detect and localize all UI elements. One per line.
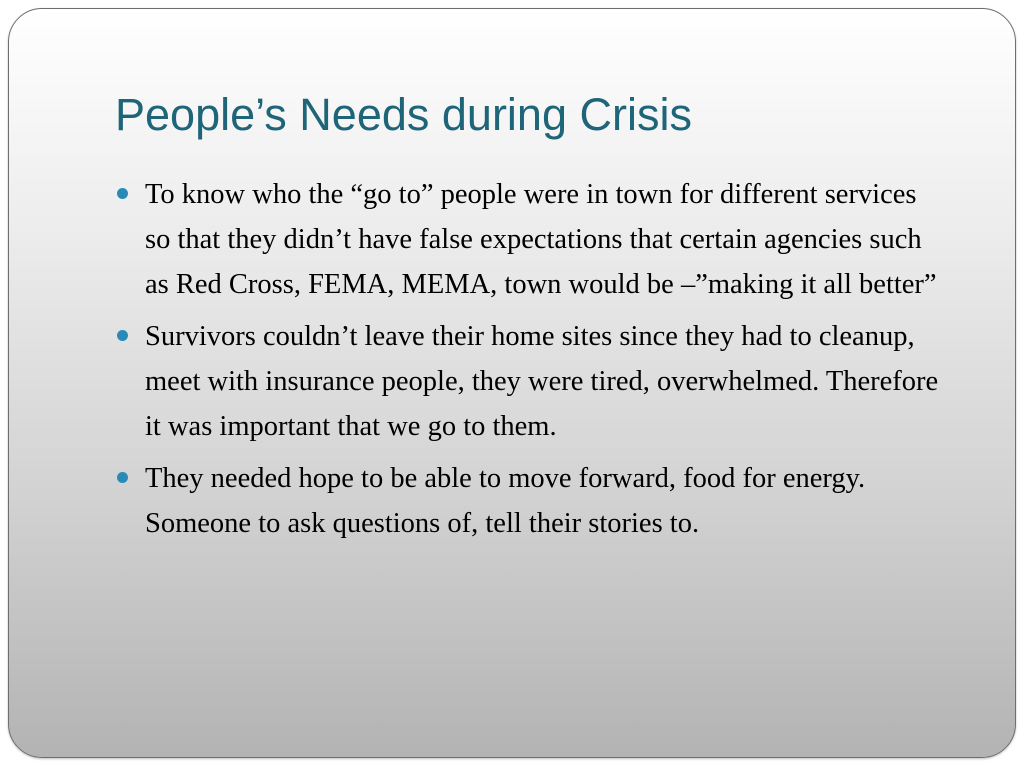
bullet-text: To know who the “go to” people were in town for different services so that they didn’t have false expectations that certain agencies such as Red Cross, FEMA, MEMA, town would be –”making it all better” — [145, 179, 937, 300]
slide-title: People’s Needs during Crisis — [115, 89, 692, 140]
bullet-dot-icon — [117, 188, 128, 199]
bullet-item — [115, 456, 945, 546]
bullet-item — [115, 172, 945, 307]
bullet-dot-icon — [117, 472, 128, 483]
bullet-dot-icon — [117, 330, 128, 341]
bullet-list — [115, 172, 945, 553]
slide — [8, 8, 1016, 758]
bullet-text: Survivors couldn’t leave their home sites since they had to cleanup, meet with insurance people, they were tired, overwhelmed. Therefore it was important that we go to them. — [145, 321, 939, 442]
bullet-text: They needed hope to be able to move forward, food for energy. Someone to ask questions of, tell their stories to. — [145, 463, 866, 539]
bullet-item — [115, 314, 945, 449]
